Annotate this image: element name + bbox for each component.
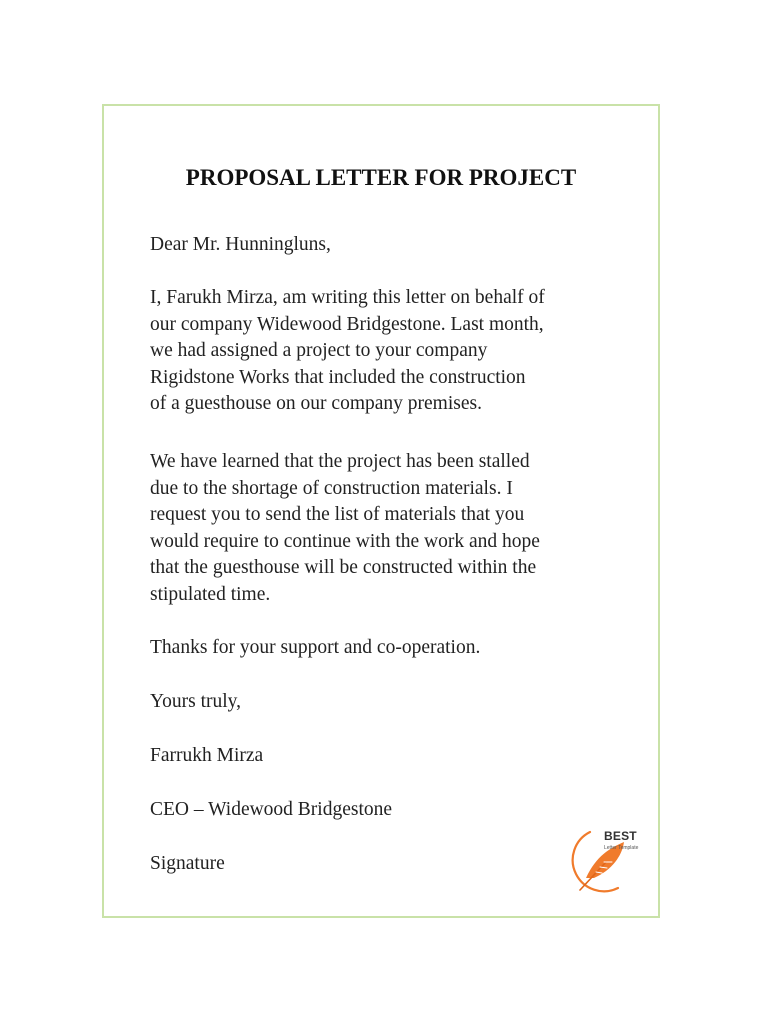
sender-name: Farrukh Mirza	[150, 745, 264, 766]
thanks-line: Thanks for your support and co-operation.	[150, 637, 481, 658]
paragraph-line: request you to send the list of materials that you	[150, 504, 525, 525]
logo-brand-text: BEST	[604, 829, 637, 843]
paragraph-line: stipulated time.	[150, 583, 271, 605]
paragraph-line: our company Widewood Bridgestone. Last month,	[150, 313, 544, 335]
paragraph-line: I, Farukh Mirza, am writing this letter on behalf of	[150, 287, 545, 308]
paragraph-line: Rigidstone Works that included the construction	[150, 366, 526, 388]
sender-title: CEO – Widewood Bridgestone	[150, 799, 393, 820]
paragraph-line: due to the shortage of construction materials. I	[150, 477, 513, 499]
paragraph-line: We have learned that the project has been stalled	[150, 451, 530, 472]
signature-label: Signature	[150, 853, 225, 874]
paragraph-line: we had assigned a project to your company	[150, 340, 488, 361]
closing-line: Yours truly,	[150, 691, 242, 712]
paragraph-line: of a guesthouse on our company premises.	[150, 393, 482, 414]
paragraph-line: would require to continue with the work and hope	[150, 530, 540, 552]
logo-tagline: Letter Template	[604, 845, 639, 851]
paragraph-request	[150, 449, 620, 608]
letter-title: PROPOSAL LETTER FOR PROJECT	[185, 165, 577, 190]
salutation: Dear Mr. Hunningluns,	[150, 234, 331, 255]
paragraph-line: that the guesthouse will be constructed within the	[150, 557, 537, 578]
paragraph-intro	[150, 285, 620, 418]
